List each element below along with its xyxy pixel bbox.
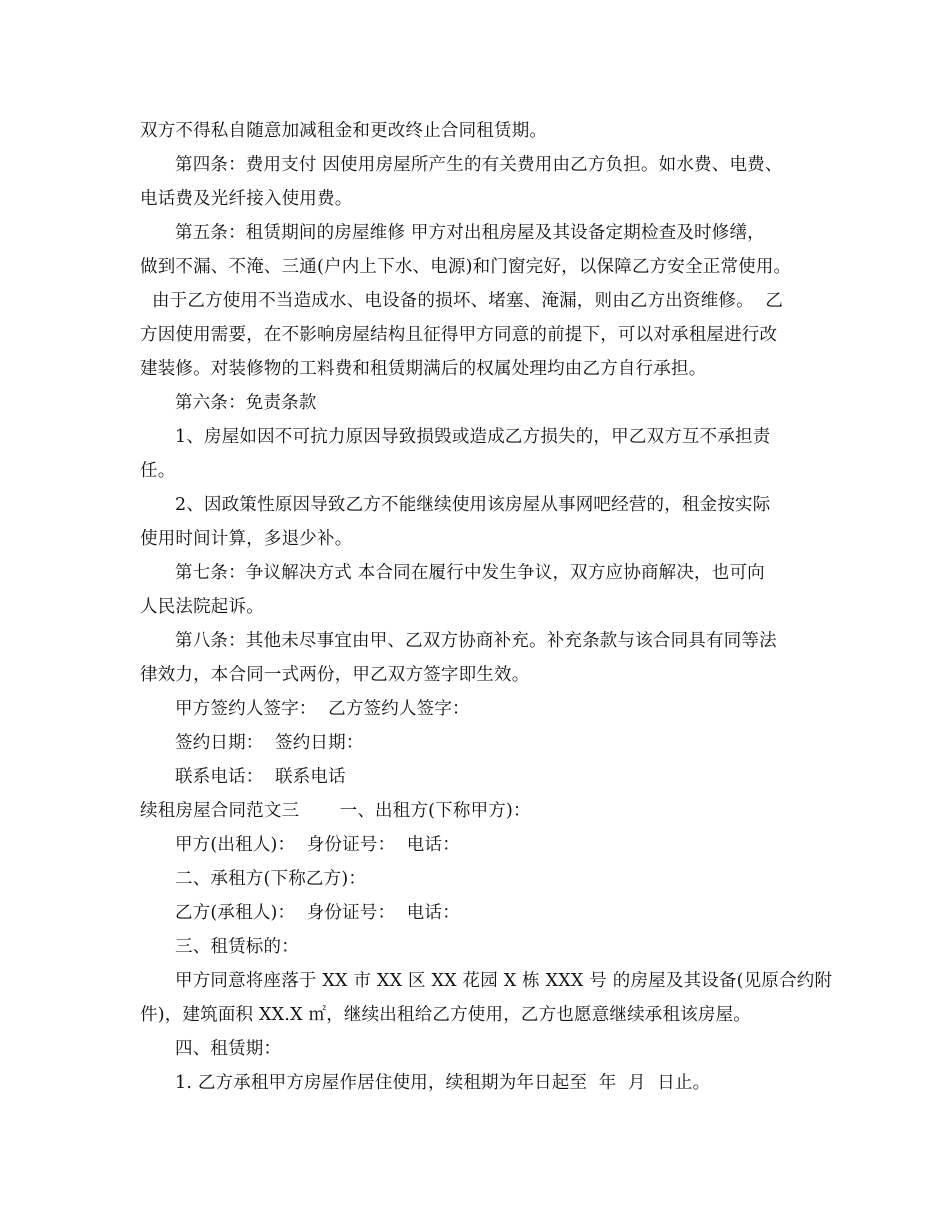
- text-line: 件)，建筑面积 XX.X ㎡，继续出租给乙方使用，乙方也愿意继续承租该房屋。: [140, 1005, 751, 1025]
- clause-8-heading: 第八条：其他未尽事宜由甲、乙双方协商补充。补充条款与该合同具有同等法: [175, 631, 777, 651]
- date-line: 签约日期： 签约日期：: [175, 733, 364, 753]
- text-line: 使用时间计算，多退少补。: [140, 529, 353, 549]
- section-heading: 二、承租方(下称乙方)：: [175, 869, 367, 889]
- section-heading: 三、租赁标的：: [175, 937, 299, 957]
- text-line: 由于乙方使用不当造成水、电设备的损坏、堵塞、淹漏，则由乙方出资维修。 乙: [152, 291, 784, 311]
- text-line: 做到不漏、不淹、三通(户内上下水、电源)和门窗完好，以保障乙方安全正常使用。: [140, 257, 792, 277]
- lessor-info-line: 甲方(出租人)： 身份证号： 电话：: [175, 835, 460, 855]
- text-line: 电话费及光纤接入使用费。: [140, 189, 353, 209]
- signature-line: 甲方签约人签字： 乙方签约人签字：: [175, 699, 470, 719]
- text-line: 律效力，本合同一式两份，甲乙双方签字即生效。: [140, 665, 530, 685]
- section-title: 续租房屋合同范文三 一、出租方(下称甲方)：: [140, 801, 531, 821]
- clause-4-heading: 第四条：费用支付 因使用房屋所产生的有关费用由乙方负担。如水费、电费、: [175, 155, 783, 175]
- text-line: 人民法院起诉。: [140, 597, 264, 617]
- text-line: 建装修。对装修物的工料费和租赁期满后的权属处理均由乙方自行承担。: [140, 359, 707, 379]
- section-heading: 四、租赁期：: [175, 1039, 282, 1059]
- clause-6-heading: 第六条：免责条款: [175, 393, 317, 413]
- list-item: 1、房屋如因不可抗力原因导致损毁或造成乙方损失的，甲乙双方互不承担责: [175, 427, 771, 447]
- text-line: 任。: [140, 461, 176, 481]
- clause-5-heading: 第五条：租赁期间的房屋维修 甲方对出租房屋及其设备定期检查及时修缮，: [175, 223, 765, 243]
- text-line: 方因使用需要，在不影响房屋结构且征得甲方同意的前提下，可以对承租屋进行改: [140, 325, 778, 345]
- lessee-info-line: 乙方(承租人)： 身份证号： 电话：: [175, 903, 460, 923]
- list-item: 2、因政策性原因导致乙方不能继续使用该房屋从事网吧经营的，租金按实际: [175, 495, 771, 515]
- clause-7-heading: 第七条：争议解决方式 本合同在履行中发生争议，双方应协商解决，也可向: [175, 563, 765, 583]
- phone-line: 联系电话： 联系电话: [175, 767, 346, 787]
- text-line: 双方不得私自随意加减租金和更改终止合同租赁期。: [140, 121, 548, 141]
- text-line: 甲方同意将座落于 XX 市 XX 区 XX 花园 X 栋 XXX 号 的房屋及其设备(见原合约附: [175, 971, 833, 991]
- list-item: 1. 乙方承租甲方房屋作居住使用，续租期为年日起至 年 月 日止。: [175, 1073, 711, 1093]
